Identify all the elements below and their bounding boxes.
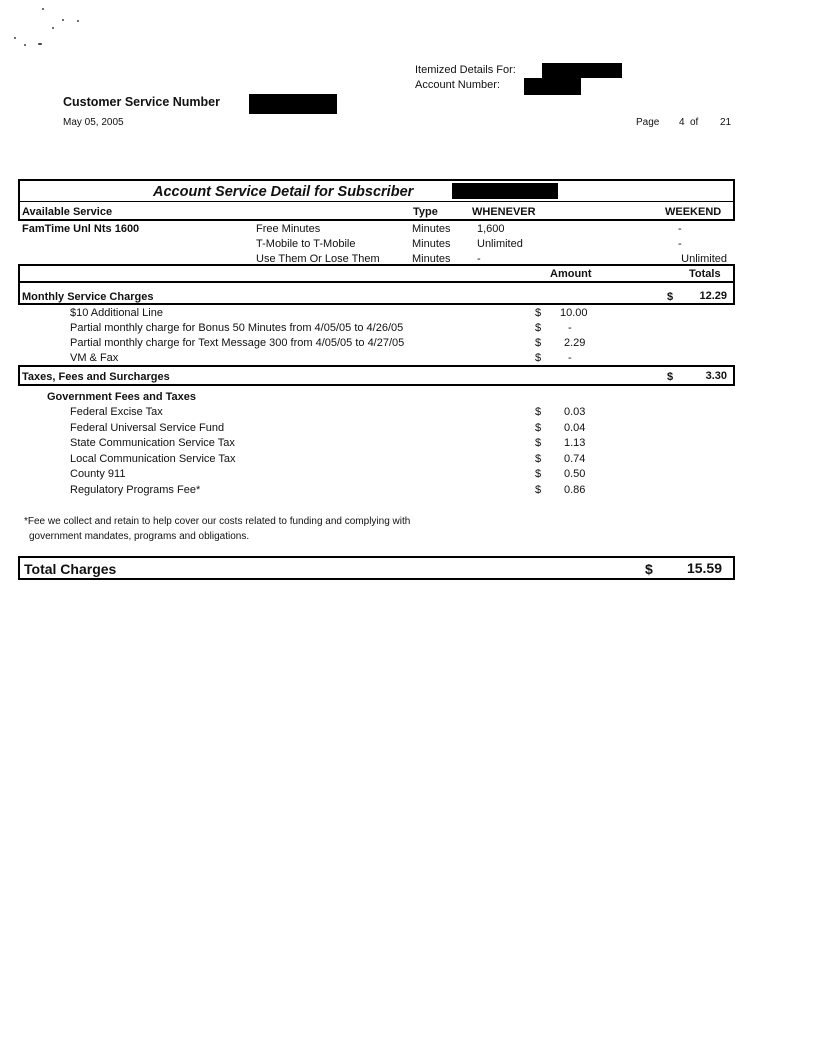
plan-row-whenever: - <box>477 253 481 265</box>
tax-item-label: State Communication Service Tax <box>70 437 235 449</box>
tax-item-currency: $ <box>535 437 542 449</box>
monthly-divider <box>18 303 735 305</box>
plan-row-weekend: - <box>678 223 682 235</box>
taxes-total-currency: $ <box>667 371 674 383</box>
plan-row-name: T-Mobile to T-Mobile <box>256 238 356 250</box>
total-charges-label: Total Charges <box>24 561 117 577</box>
total-charges-amount: 15.59 <box>686 560 722 576</box>
government-fees-subtitle: Government Fees and Taxes <box>47 391 196 403</box>
tax-item-amount: 0.74 <box>564 453 586 465</box>
account-number-label: Account Number: <box>415 79 500 91</box>
plan-row-name: Use Them Or Lose Them <box>256 253 380 265</box>
plan-name: FamTime Unl Nts 1600 <box>22 223 140 235</box>
plan-row-name: Free Minutes <box>256 223 321 235</box>
plan-row-weekend: - <box>678 238 682 250</box>
tax-item-amount: 0.03 <box>564 406 586 418</box>
monthly-item-amount: 10.00 <box>560 307 588 319</box>
redacted-subscriber <box>542 63 622 78</box>
monthly-item-label: Partial monthly charge for Text Message 300 from 4/05/05 to 4/27/05 <box>70 337 405 349</box>
total-charges-currency: $ <box>645 561 653 577</box>
total-charges-box <box>18 556 735 580</box>
statement-date: May 05, 2005 <box>63 117 124 128</box>
monthly-item-label: $10 Additional Line <box>70 307 163 319</box>
page-total: 21 <box>720 117 732 128</box>
page-number: 4 <box>679 117 685 128</box>
monthly-item-currency: $ <box>535 337 542 349</box>
plan-row-weekend: Unlimited <box>681 253 727 265</box>
page-label: Page <box>636 117 660 128</box>
monthly-right-border <box>733 283 735 305</box>
monthly-total: 12.29 <box>699 290 727 302</box>
taxes-title: Taxes, Fees and Surcharges <box>22 371 170 383</box>
plan-row-type: Minutes <box>412 238 451 250</box>
redacted-account-number <box>524 78 581 95</box>
tax-item-currency: $ <box>535 484 542 496</box>
plan-row-whenever: 1,600 <box>477 223 505 235</box>
monthly-item-currency: $ <box>535 322 542 334</box>
tax-item-amount: 0.86 <box>564 484 586 496</box>
redacted-subscriber-name <box>452 183 558 199</box>
tax-item-label: Regulatory Programs Fee* <box>70 484 201 496</box>
itemized-details-label: Itemized Details For: <box>415 64 516 76</box>
amount-header-box <box>18 264 735 283</box>
monthly-item-currency: $ <box>535 307 542 319</box>
tax-item-currency: $ <box>535 422 542 434</box>
page-of: of <box>690 117 699 128</box>
tax-item-amount: 1.13 <box>564 437 586 449</box>
redacted-service-number <box>249 94 337 114</box>
monthly-item-label: VM & Fax <box>70 352 119 364</box>
tax-item-label: Federal Universal Service Fund <box>70 422 225 434</box>
col-weekend: WEEKEND <box>665 206 722 218</box>
customer-service-label: Customer Service Number <box>63 95 221 109</box>
footnote-line-1: *Fee we collect and retain to help cover our costs related to funding and complying with <box>24 516 411 527</box>
tax-item-amount: 0.04 <box>564 422 586 434</box>
monthly-total-currency: $ <box>667 291 674 303</box>
col-available-service: Available Service <box>22 206 113 218</box>
detail-title: Account Service Detail for Subscriber <box>153 184 414 200</box>
monthly-item-currency: $ <box>535 352 542 364</box>
tax-item-amount: 0.50 <box>564 468 586 480</box>
taxes-total: 3.30 <box>705 370 727 382</box>
monthly-item-amount: - <box>568 352 572 364</box>
monthly-item-amount: - <box>568 322 572 334</box>
detail-header-divider <box>18 201 735 202</box>
col-type: Type <box>413 206 438 218</box>
col-whenever: WHENEVER <box>472 206 536 218</box>
plan-row-whenever: Unlimited <box>477 238 523 250</box>
plan-row-type: Minutes <box>412 223 451 235</box>
tax-item-label: Federal Excise Tax <box>70 406 163 418</box>
plan-row-type: Minutes <box>412 253 451 265</box>
tax-item-currency: $ <box>535 406 542 418</box>
monthly-item-label: Partial monthly charge for Bonus 50 Minutes from 4/05/05 to 4/26/05 <box>70 322 404 334</box>
tax-item-currency: $ <box>535 453 542 465</box>
monthly-left-border <box>18 283 20 305</box>
col-amount: Amount <box>550 268 592 280</box>
monthly-item-amount: 2.29 <box>564 337 586 349</box>
monthly-title: Monthly Service Charges <box>22 291 154 303</box>
col-totals: Totals <box>689 268 721 280</box>
tax-item-label: County 911 <box>70 468 126 480</box>
tax-item-label: Local Communication Service Tax <box>70 453 236 465</box>
tax-item-currency: $ <box>535 468 542 480</box>
footnote-line-2: government mandates, programs and obligations. <box>29 531 250 542</box>
